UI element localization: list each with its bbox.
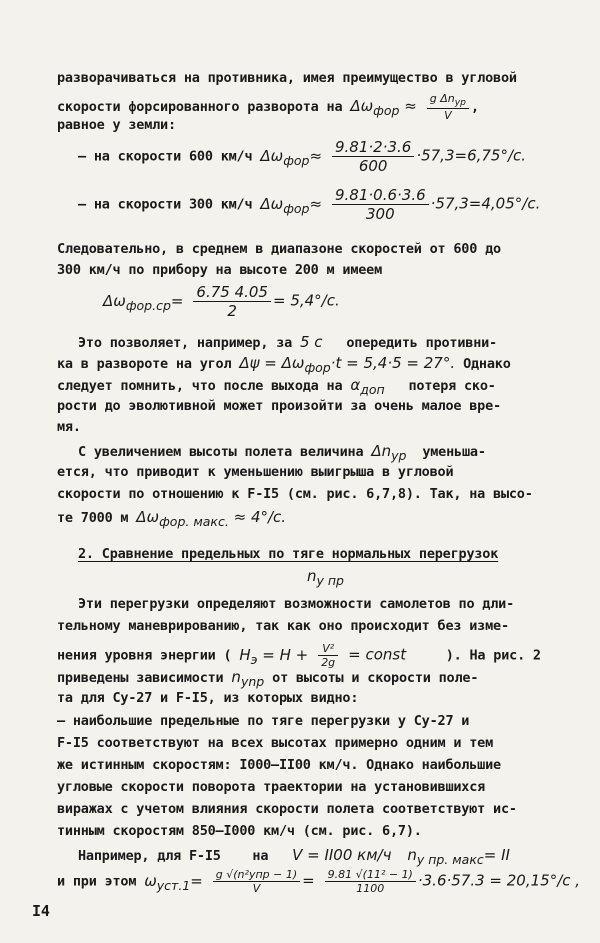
formula-fraction: $\frac{g \Delta n_{уp}}{V}$ bbox=[427, 92, 469, 122]
text-line: та для Су-27 и F-I5, из которых видно: bbox=[57, 690, 359, 706]
text-line: мя. bbox=[57, 419, 81, 435]
equation-line-example: и при этом $\omega_{уст.1}=$ $\frac{\text{g √(n²упр − 1)}}{V}$ = $\frac{\text{9.81 √(11² − 1)}}{1100}$ ·3.6·57.3 = 20,15°/с , bbox=[57, 868, 581, 895]
text-line: приведены зависимости $n_{уnp}$ от высоты и скорости поле- bbox=[57, 668, 479, 689]
text-line: Это позволяет, например, за 5 с опередить противни- bbox=[78, 333, 497, 351]
equation-line-average: $\Delta\omega_{фор.ср}=$ $\frac{6.75 4.05}{2}$ = 5,4°/с. bbox=[103, 283, 340, 320]
text-line: рости до эволютивной может произойти за очень малое вре- bbox=[57, 398, 501, 414]
formula-fraction: $\frac{9.81\cdot 2\cdot 3.6}{600}$ bbox=[332, 138, 414, 175]
formula-fraction: $\frac{\text{9.81 √(11² − 1)}}{1100}$ bbox=[325, 868, 416, 895]
text-line: Эти перегрузки определяют возможности самолетов по дли- bbox=[78, 596, 515, 612]
formula-fraction: $\frac{6.75 4.05}{2}$ bbox=[193, 283, 271, 320]
equation-line-300: – на скорости 300 км/ч $\Delta\omega_{фор}\approx$ $\frac{9.81\cdot 0.6\cdot 3.6}{300}$ ·57,3=4,05°/с. bbox=[78, 186, 541, 223]
text-line: ка в развороте на угол $\Delta\psi = \Delta\omega_{фор}\cdot t = 5,4\cdot 5 = 27^\circ$. Однако bbox=[57, 354, 511, 375]
text-line: скорости форсированного разворота на $\Delta\omega_{фор}$ ≈ $\frac{g \Delta n_{уp}}{V}$ , bbox=[57, 92, 479, 123]
text-line: F-I5 соответствуют на всех высотах примерно одним и тем bbox=[57, 735, 494, 751]
text-line: С увеличением высоты полета величина $\Delta n_{уp}$ уменьша- bbox=[78, 442, 486, 463]
text-line: – наибольшие предельные по тяге перегрузки у Су-27 и bbox=[57, 713, 470, 729]
text-line: Например, для F-I5 на V = II00 км/ч $n_{у пр. макс}=$ II bbox=[78, 846, 510, 867]
formula-angle: $\Delta\psi = \Delta\omega_{фор}\cdot t = 5,4\cdot 5 = 27^\circ$. bbox=[239, 354, 456, 375]
text-line: ется, что приводит к уменьшению выигрыша в угловой bbox=[57, 464, 454, 480]
section-heading-symbol: $n_{у пр}$ bbox=[307, 567, 344, 588]
text-line: угловые скорости поворота траектории на установившихся bbox=[57, 779, 486, 795]
formula-fraction: $\frac{\text{g √(n²упр − 1)}}{V}$ bbox=[213, 868, 300, 895]
text-line: виражах с учетом влияния скорости полета соответствуют ис- bbox=[57, 801, 517, 817]
section-heading: 2. Сравнение предельных по тяге нормальных перегрузок bbox=[78, 546, 499, 562]
text-line: же истинным скоростям: I000–II00 км/ч. Однако наибольшие bbox=[57, 757, 501, 773]
formula-energy: $H_э = H$ + bbox=[239, 645, 309, 667]
formula-delta-omega: $\Delta\omega_{фор}$ ≈ bbox=[350, 97, 417, 119]
equation-line-600: – на скорости 600 км/ч $\Delta\omega_{фор}\approx$ $\frac{9.81\cdot 2\cdot 3.6}{600}$ ·57,3=6,75°/с. bbox=[78, 138, 527, 175]
page-number: I4 bbox=[32, 902, 50, 920]
text-line: 300 км/ч по прибору на высоте 200 м имеем bbox=[57, 262, 383, 278]
text-line: тинным скоростям 850–I000 км/ч (см. рис. 6,7). bbox=[57, 823, 422, 839]
text-line: те 7000 м $\Delta\omega_{фор. макс.} \approx 4^\circ/с$. bbox=[57, 508, 287, 529]
text-line: равное у земли: bbox=[57, 117, 176, 133]
text-line: следует помнить, что после выхода на $\alpha_{доп}$ потеря ско- bbox=[57, 376, 496, 397]
text-line: тельному маневрированию, так как оно происходит без изме- bbox=[57, 618, 509, 634]
text-line: скорости по отношению к F-I5 (см. рис. 6,7,8). Так, на высо- bbox=[57, 486, 533, 502]
text-line: Следовательно, в среднем в диапазоне скоростей от 600 до bbox=[57, 241, 501, 257]
text-line: разворачиваться на противника, имея преимущество в угловой bbox=[57, 70, 517, 86]
formula-fraction: $\frac{9.81\cdot 0.6\cdot 3.6}{300}$ bbox=[332, 186, 429, 223]
text-line: нения уровня энергии ( $H_э = H$ + $\frac{\text{V²}}{2g}$ = const ). На рис. 2 bbox=[57, 642, 541, 669]
